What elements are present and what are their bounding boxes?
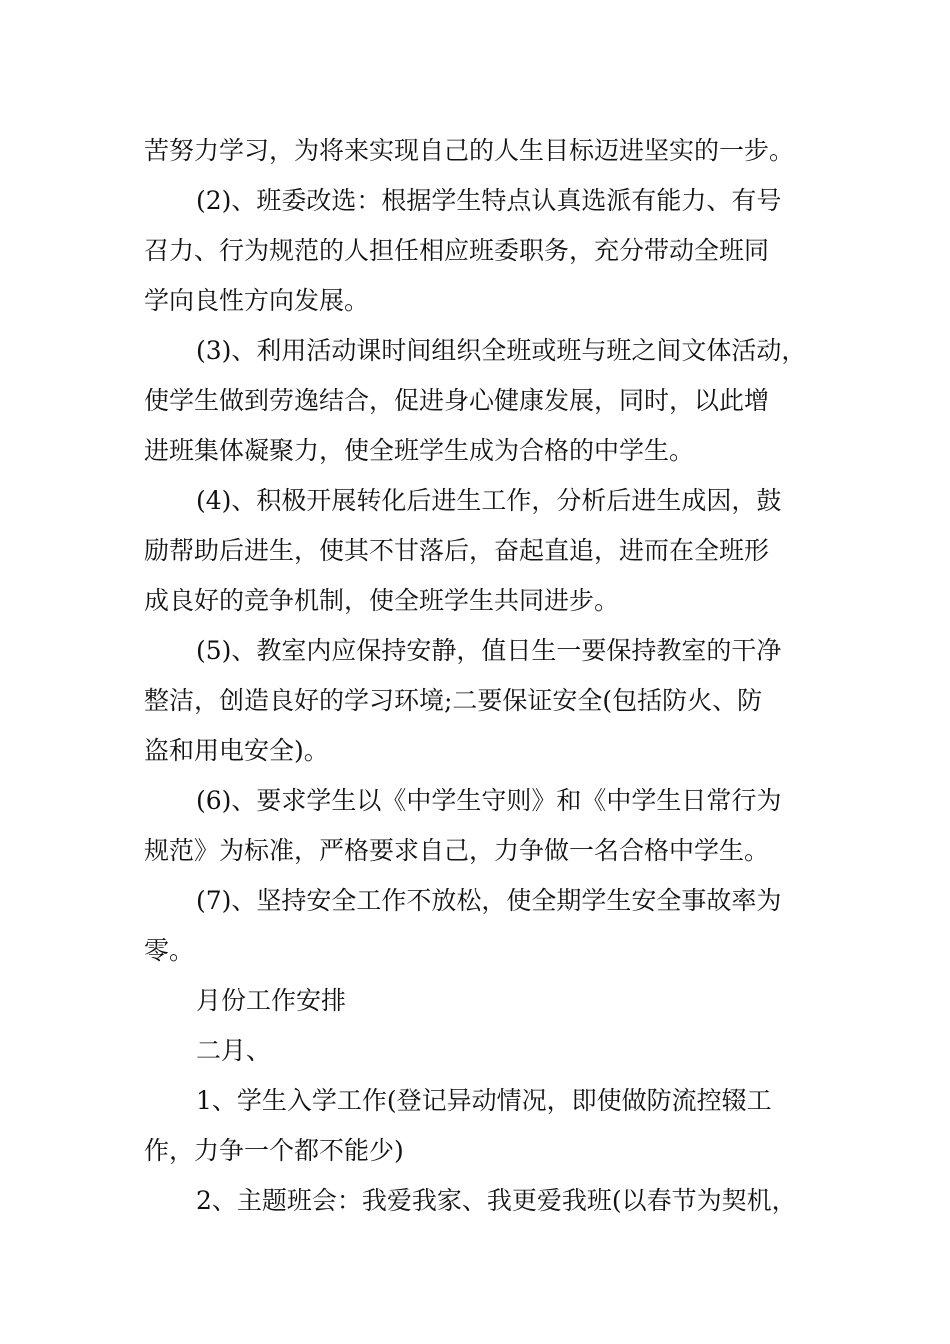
text-line: 召力、行为规范的人担任相应班委职务，充分带动全班同	[144, 236, 770, 265]
text-line: (6)、要求学生以《中学生守则》和《中学生日常行为	[196, 786, 782, 815]
text-line: 规范》为标准，严格要求自己，力争做一名合格中学生。	[144, 836, 770, 865]
text-line: 励帮助后进生，使其不甘落后，奋起直追，进而在全班形	[144, 536, 770, 565]
text-line: (7)、坚持安全工作不放松，使全期学生安全事故率为	[196, 886, 782, 915]
text-line: (4)、积极开展转化后进生工作，分析后进生成因，鼓	[196, 486, 782, 515]
document-body	[144, 126, 824, 1226]
text-line: 成良好的竞争机制，使全班学生共同进步。	[144, 586, 620, 615]
section-heading: 月份工作安排	[196, 986, 347, 1015]
text-line: 苦努力学习，为将来实现自己的人生目标迈进坚实的一步。	[144, 136, 795, 165]
month-heading: 二月、	[196, 1036, 272, 1065]
text-line: (3)、利用活动课时间组织全班或班与班之间文体活动，	[196, 336, 807, 365]
text-line: 作，力争一个都不能少)	[144, 1136, 404, 1165]
text-line: 1、学生入学工作(登记异动情况，即使做防流控辍工	[196, 1086, 772, 1115]
text-line: 进班集体凝聚力，使全班学生成为合格的中学生。	[144, 436, 695, 465]
text-line: 零。	[144, 936, 195, 965]
text-line: 2、主题班会：我爱我家、我更爱我班(以春节为契机，	[196, 1186, 797, 1215]
text-line: 使学生做到劳逸结合，促进身心健康发展，同时，以此增	[144, 386, 770, 415]
text-line: 盗和用电安全)。	[144, 736, 329, 765]
text-line: (5)、教室内应保持安静，值日生一要保持教室的干净	[196, 636, 782, 665]
text-line: 学向良性方向发展。	[144, 286, 370, 315]
text-line: (2)、班委改选：根据学生特点认真选派有能力、有号	[196, 186, 782, 215]
text-line: 整洁，创造良好的学习环境;二要保证安全(包括防火、防	[144, 686, 763, 715]
